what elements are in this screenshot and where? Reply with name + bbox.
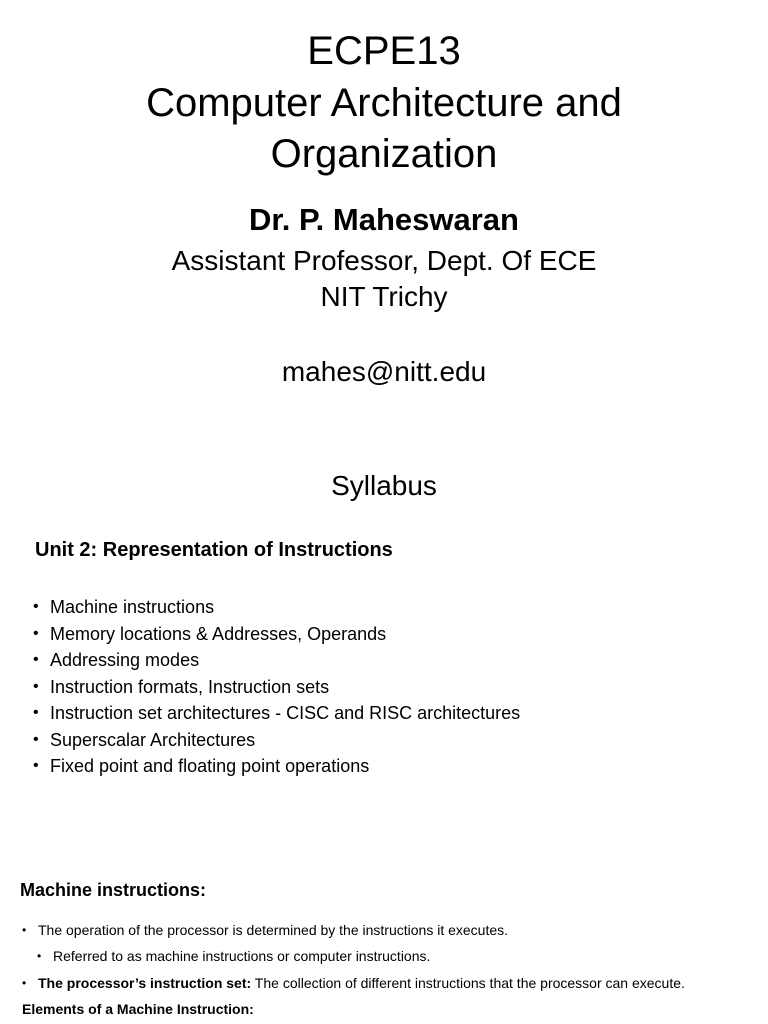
bullet-icon: • xyxy=(33,704,39,721)
elements-heading: Elements of a Machine Instruction: xyxy=(22,1001,254,1017)
list-item xyxy=(30,594,520,621)
topic-text: Fixed point and floating point operations xyxy=(50,756,370,776)
list-item xyxy=(30,700,520,727)
instruction-set-point xyxy=(22,974,685,992)
topic-text: Memory locations & Addresses, Operands xyxy=(50,623,387,644)
machine-instructions-heading: Machine instructions: xyxy=(20,880,207,900)
syllabus-title: Syllabus xyxy=(331,470,437,501)
list-item xyxy=(30,727,520,754)
author-name: Dr. P. Maheswaran xyxy=(249,202,519,237)
topic-text: Superscalar Architectures xyxy=(50,729,256,750)
point-text xyxy=(22,974,685,992)
topic-text: Machine instructions xyxy=(50,597,215,617)
bullet-icon: • xyxy=(33,624,39,642)
bullet-icon: • xyxy=(22,976,27,990)
bullet-icon: • xyxy=(22,923,27,937)
author-institution: NIT Trichy xyxy=(320,281,448,312)
bullet-icon: • xyxy=(33,730,39,748)
topic-text: Instruction formats, Instruction sets xyxy=(50,676,330,697)
machine-instructions-subpoint xyxy=(37,947,430,965)
list-item xyxy=(30,753,520,780)
course-code: ECPE13 xyxy=(307,29,461,73)
topic-list xyxy=(30,594,520,780)
bullet-icon: • xyxy=(33,598,39,615)
subpoint-text: Referred to as machine instructions or computer instructions. xyxy=(53,948,431,964)
list-item xyxy=(30,621,520,648)
instruction-set-term: The processor’s instruction set: xyxy=(38,975,252,991)
author-email: mahes@nitt.edu xyxy=(281,356,487,387)
list-item xyxy=(30,647,520,674)
bullet-icon: • xyxy=(37,949,42,963)
bullet-icon: • xyxy=(33,757,39,774)
machine-instructions-point xyxy=(22,921,508,939)
author-role: Assistant Professor, Dept. Of ECE xyxy=(171,245,597,276)
bullet-icon: • xyxy=(33,651,39,668)
list-item xyxy=(30,674,520,701)
course-title-line1: Computer Architecture and xyxy=(146,81,622,125)
topic-text: Instruction set architectures - CISC and RISC architectures xyxy=(50,703,521,723)
bullet-icon: • xyxy=(33,677,39,695)
point-text: The operation of the processor is determined by the instructions it executes. xyxy=(38,922,509,938)
unit-heading: Unit 2: Representation of Instructions xyxy=(35,539,393,561)
course-title-line2: Organization xyxy=(270,132,498,176)
topic-text: Addressing modes xyxy=(50,650,200,670)
instruction-set-definition: The collection of different instructions that the processor can execute. xyxy=(251,975,685,991)
